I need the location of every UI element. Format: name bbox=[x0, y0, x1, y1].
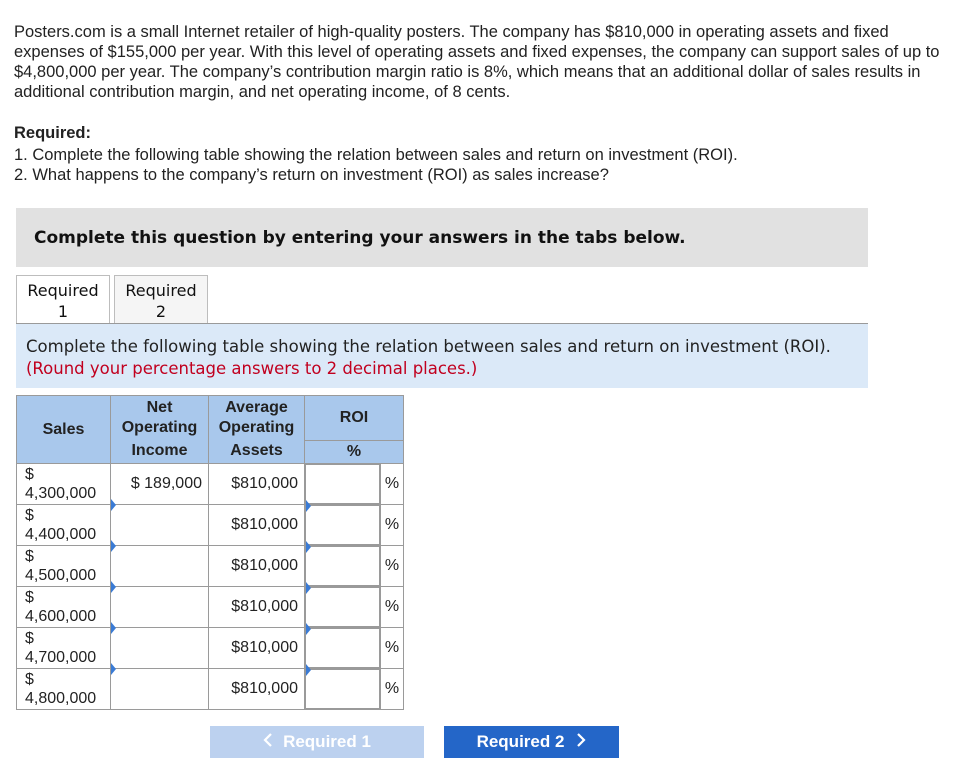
roi-input[interactable] bbox=[306, 629, 379, 667]
tab-required-2[interactable] bbox=[114, 275, 208, 323]
header-net-operating-income bbox=[111, 396, 209, 464]
roi-input-box bbox=[305, 669, 380, 709]
tab-bar bbox=[16, 275, 212, 324]
input-marker-icon bbox=[306, 664, 311, 676]
operating-assets-value: $810,000 bbox=[209, 587, 305, 628]
rounding-note: (Round your percentage answers to 2 decimal places.) bbox=[26, 359, 478, 378]
roi-input[interactable] bbox=[306, 506, 379, 544]
roi-input-box bbox=[305, 628, 380, 668]
sales-value: 4,300,000 bbox=[25, 485, 97, 502]
percent-sign: % bbox=[381, 505, 404, 546]
sales-cell bbox=[17, 669, 111, 710]
percent-sign: % bbox=[381, 464, 404, 505]
previous-tab-label: Required 1 bbox=[283, 732, 371, 751]
required-heading: Required: bbox=[14, 124, 92, 142]
table-row bbox=[17, 464, 404, 505]
roi-input[interactable] bbox=[306, 465, 379, 503]
roi-input-box bbox=[305, 587, 380, 627]
input-marker-icon bbox=[306, 623, 311, 635]
input-marker-icon bbox=[111, 499, 116, 511]
problem-statement: Posters.com is a small Internet retailer of high-quality posters. The company has $810,000 in operating assets and fixed expenses of $155,000 per year. With this level of operating assets and fixed expenses, the company can support sales of up to $4,800,000 per year. The company’s contribution margin ratio is 8%, which means that an additional dollar of sales results in additional contribution margin, and net operating income, of 8 cents. bbox=[14, 23, 940, 101]
currency-symbol: $ bbox=[25, 671, 34, 688]
roi-cell bbox=[305, 505, 381, 546]
operating-assets-value: $810,000 bbox=[209, 505, 305, 546]
table-row bbox=[17, 505, 404, 546]
sales-cell bbox=[17, 546, 111, 587]
required-item: 1. Complete the following table showing the relation between sales and return on investment (ROI). bbox=[14, 146, 738, 164]
input-marker-icon bbox=[111, 622, 116, 634]
header-line: Operating bbox=[218, 419, 295, 436]
header-roi-unit: % bbox=[305, 441, 404, 464]
input-marker-icon bbox=[306, 541, 311, 553]
income-input-box bbox=[111, 587, 208, 627]
sales-value: 4,400,000 bbox=[25, 526, 97, 543]
net-operating-income-input[interactable] bbox=[111, 505, 208, 545]
currency-symbol: $ bbox=[25, 548, 34, 565]
header-sales: Sales bbox=[17, 396, 111, 464]
header-roi: ROI bbox=[305, 396, 404, 441]
roi-cell bbox=[305, 587, 381, 628]
input-marker-icon bbox=[306, 582, 311, 594]
sales-value: 4,600,000 bbox=[25, 608, 97, 625]
header-line: Average bbox=[225, 399, 288, 416]
income-input-box bbox=[111, 628, 208, 668]
sales-value: 4,700,000 bbox=[25, 649, 97, 666]
net-operating-income-input[interactable] bbox=[111, 669, 208, 709]
sales-cell bbox=[17, 628, 111, 669]
roi-input[interactable] bbox=[306, 547, 379, 585]
tab-required-1[interactable] bbox=[16, 275, 110, 323]
chevron-left-icon bbox=[263, 732, 273, 752]
net-operating-income-value: $ 189,000 bbox=[111, 464, 209, 505]
income-input-box bbox=[111, 546, 208, 586]
sales-value: 4,800,000 bbox=[25, 690, 97, 707]
currency-symbol: $ bbox=[25, 507, 34, 524]
net-operating-income-input[interactable] bbox=[111, 628, 208, 668]
currency-symbol: $ bbox=[25, 589, 34, 606]
tab-label: 1 bbox=[57, 302, 69, 321]
sales-cell bbox=[17, 464, 111, 505]
table-row bbox=[17, 628, 404, 669]
chevron-right-icon bbox=[576, 732, 586, 752]
roi-input[interactable] bbox=[306, 588, 379, 626]
roi-input-box bbox=[305, 505, 380, 545]
percent-sign: % bbox=[381, 587, 404, 628]
previous-tab-button[interactable] bbox=[210, 726, 424, 758]
tab-label: 2 bbox=[155, 302, 167, 321]
net-operating-income-cell bbox=[111, 669, 209, 710]
instruction-text: Complete the following table showing the relation between sales and return on investment (ROI). bbox=[26, 337, 831, 356]
income-input-box bbox=[111, 505, 208, 545]
table-row bbox=[17, 669, 404, 710]
net-operating-income-input[interactable] bbox=[111, 587, 208, 627]
table-row bbox=[17, 546, 404, 587]
sales-value: 4,500,000 bbox=[25, 567, 97, 584]
header-line: Net bbox=[146, 399, 173, 416]
roi-cell bbox=[305, 669, 381, 710]
net-operating-income-cell bbox=[111, 546, 209, 587]
operating-assets-value: $810,000 bbox=[209, 546, 305, 587]
input-marker-icon bbox=[306, 500, 311, 512]
sales-cell bbox=[17, 587, 111, 628]
currency-symbol: $ bbox=[25, 466, 34, 483]
input-marker-icon bbox=[111, 581, 116, 593]
table-row bbox=[17, 587, 404, 628]
input-marker-icon bbox=[111, 663, 116, 675]
percent-sign: % bbox=[381, 628, 404, 669]
roi-cell bbox=[305, 464, 381, 505]
roi-input[interactable] bbox=[306, 670, 379, 708]
roi-cell bbox=[305, 628, 381, 669]
header-average-operating-assets bbox=[209, 396, 305, 464]
net-operating-income-input[interactable] bbox=[111, 546, 208, 586]
header-line: Operating bbox=[121, 419, 198, 436]
net-operating-income-cell bbox=[111, 628, 209, 669]
required-list bbox=[14, 145, 738, 185]
header-line: Income bbox=[131, 442, 188, 459]
tab-label: Required bbox=[27, 281, 99, 300]
next-tab-label: Required 2 bbox=[476, 732, 565, 751]
instructions-banner: Complete this question by entering your answers in the tabs below. bbox=[16, 208, 868, 267]
net-operating-income-cell bbox=[111, 505, 209, 546]
roi-input-box bbox=[305, 464, 380, 504]
operating-assets-value: $810,000 bbox=[209, 669, 305, 710]
roi-input-box bbox=[305, 546, 380, 586]
roi-table bbox=[16, 395, 404, 710]
currency-symbol: $ bbox=[25, 630, 34, 647]
percent-sign: % bbox=[381, 546, 404, 587]
operating-assets-value: $810,000 bbox=[209, 628, 305, 669]
operating-assets-value: $810,000 bbox=[209, 464, 305, 505]
tab-instructions bbox=[16, 324, 868, 388]
roi-cell bbox=[305, 546, 381, 587]
tab-label: Required bbox=[125, 281, 197, 300]
next-tab-button[interactable] bbox=[444, 726, 619, 758]
header-line: Assets bbox=[230, 442, 283, 459]
income-input-box bbox=[111, 669, 208, 709]
net-operating-income-cell bbox=[111, 587, 209, 628]
input-marker-icon bbox=[111, 540, 116, 552]
sales-cell bbox=[17, 505, 111, 546]
required-item: 2. What happens to the company’s return on investment (ROI) as sales increase? bbox=[14, 166, 609, 184]
percent-sign: % bbox=[381, 669, 404, 710]
